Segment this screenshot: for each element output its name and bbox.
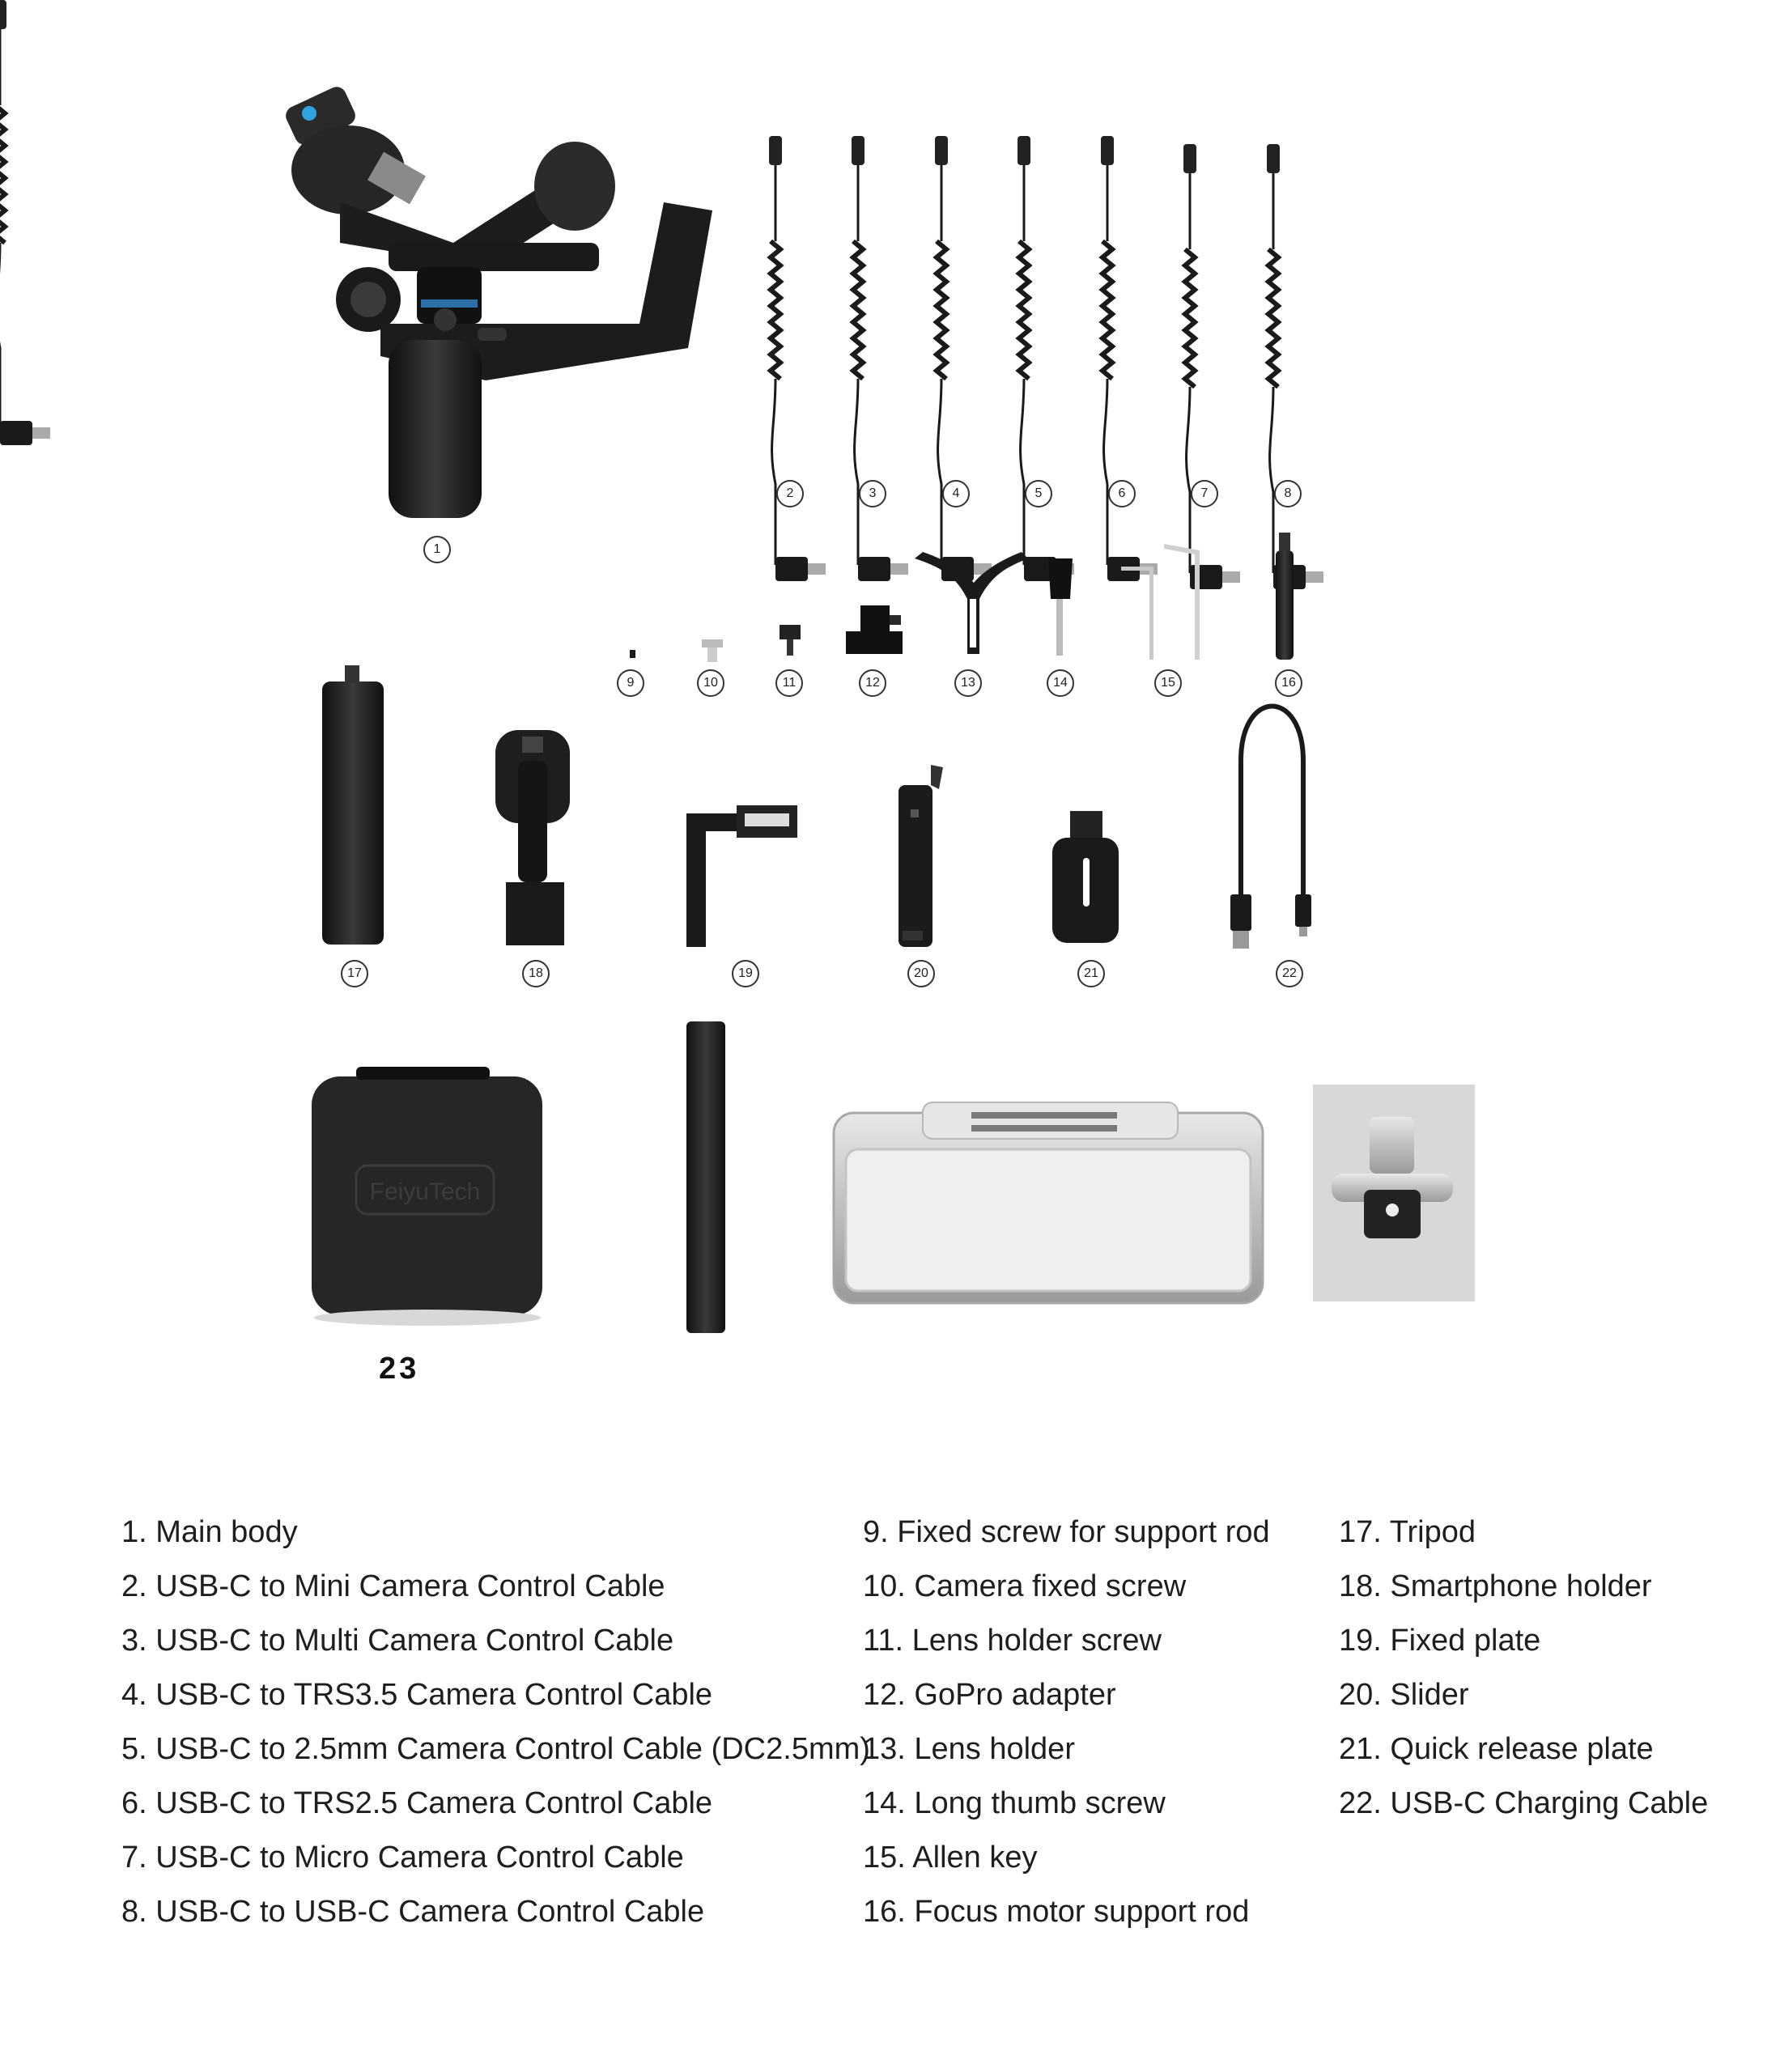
list-item: 5. USB-C to 2.5mm Camera Control Cable (DC2.5mm) — [121, 1732, 870, 1766]
callout-17: 17 — [341, 960, 368, 987]
list-item: 1. Main body — [121, 1515, 298, 1549]
callout-16: 16 — [1275, 669, 1302, 697]
list-item: 21. Quick release plate — [1339, 1732, 1654, 1766]
list-item: 2. USB-C to Mini Camera Control Cable — [121, 1569, 665, 1603]
fixed-plate-image — [686, 805, 797, 947]
adapter-image — [1313, 1085, 1475, 1301]
callout-5: 5 — [1025, 480, 1052, 507]
list-item: 10. Camera fixed screw — [863, 1569, 1187, 1603]
list-item: 6. USB-C to TRS2.5 Camera Control Cable — [121, 1786, 713, 1820]
callout-4: 4 — [942, 480, 970, 507]
list-item: 19. Fixed plate — [1339, 1624, 1541, 1658]
list-item: 4. USB-C to TRS3.5 Camera Control Cable — [121, 1678, 713, 1712]
callout-6: 6 — [1108, 480, 1136, 507]
list-item: 17. Tripod — [1339, 1515, 1476, 1549]
parts-list-column-2 — [863, 1505, 1270, 1939]
callout-7: 7 — [1191, 480, 1218, 507]
small-parts-image — [630, 533, 1294, 662]
parts-list-column-1 — [121, 1505, 870, 1939]
callout-9: 9 — [617, 669, 644, 697]
callout-14: 14 — [1047, 669, 1074, 697]
callout-15: 15 — [1154, 669, 1182, 697]
callout-11: 11 — [775, 669, 803, 697]
tripod-image — [322, 665, 384, 945]
list-item: 22. USB-C Charging Cable — [1339, 1786, 1709, 1820]
list-item: 11. Lens holder screw — [863, 1624, 1162, 1658]
callout-19: 19 — [732, 960, 759, 987]
callout-10: 10 — [697, 669, 724, 697]
list-item: 14. Long thumb screw — [863, 1786, 1166, 1820]
quick-release-plate-image — [1052, 811, 1119, 943]
list-item: 12. GoPro adapter — [863, 1678, 1116, 1712]
package-label: 23 — [379, 1352, 420, 1386]
callout-12: 12 — [859, 669, 886, 697]
gimbal-main-body-image — [283, 83, 712, 518]
callout-13: 13 — [954, 669, 982, 697]
list-item: 9. Fixed screw for support rod — [863, 1515, 1270, 1549]
callout-20: 20 — [907, 960, 935, 987]
callout-3: 3 — [859, 480, 886, 507]
callout-8: 8 — [1274, 480, 1302, 507]
list-item: 18. Smartphone holder — [1339, 1569, 1652, 1603]
callout-21: 21 — [1077, 960, 1105, 987]
callout-1: 1 — [423, 536, 451, 563]
list-item: 16. Focus motor support rod — [863, 1895, 1250, 1929]
list-item: 20. Slider — [1339, 1678, 1469, 1712]
callout-2: 2 — [776, 480, 804, 507]
parts-list-column-3 — [1339, 1505, 1708, 1831]
carrying-case-image — [312, 1067, 542, 1326]
case-logo: FeiyuTech — [369, 1178, 481, 1205]
battery-box-image — [834, 1102, 1263, 1303]
list-item: 7. USB-C to Micro Camera Control Cable — [121, 1841, 684, 1875]
slider-image — [898, 765, 943, 947]
list-item: 15. Allen key — [863, 1841, 1038, 1875]
callout-18: 18 — [522, 960, 550, 987]
smartphone-holder-image — [495, 730, 570, 945]
extension-rod-image — [686, 1021, 725, 1333]
charging-cable-image — [1230, 707, 1311, 949]
list-item: 3. USB-C to Multi Camera Control Cable — [121, 1624, 674, 1658]
list-item: 13. Lens holder — [863, 1732, 1075, 1766]
list-item: 8. USB-C to USB-C Camera Control Cable — [121, 1895, 705, 1929]
callout-22: 22 — [1276, 960, 1303, 987]
